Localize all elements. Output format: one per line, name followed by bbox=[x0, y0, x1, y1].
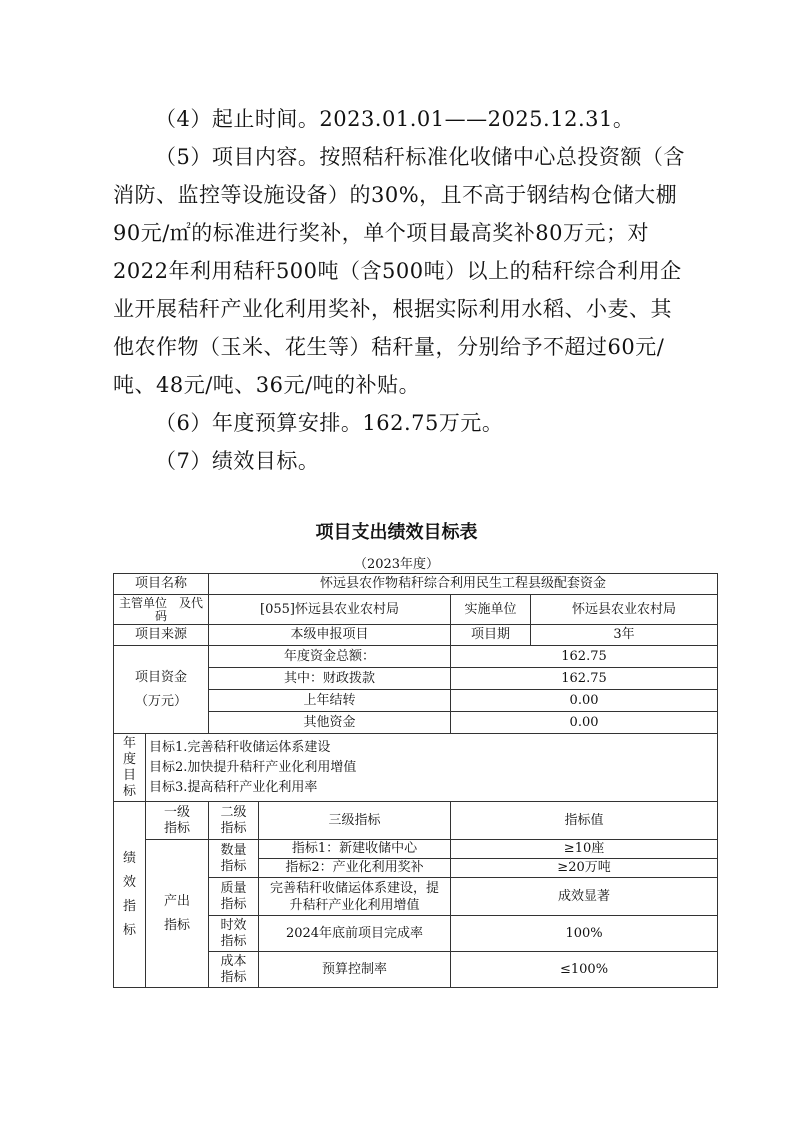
funds-label: 项目资金 bbox=[135, 669, 188, 685]
header-level3: 三级指标 bbox=[259, 802, 451, 840]
indicator-level3: 预算控制率 bbox=[259, 952, 451, 988]
table-year: （2023年度） bbox=[353, 557, 440, 572]
period-value: 3年 bbox=[531, 625, 718, 646]
indicator-level3: 指标2：产业化利用奖补 bbox=[259, 859, 451, 878]
funds-label-cell bbox=[114, 646, 209, 734]
funds-unit: （万元） bbox=[135, 693, 188, 709]
indicator-value: 100% bbox=[451, 916, 718, 952]
header-value: 指标值 bbox=[451, 802, 718, 840]
perf-indicator-label: 绩效指标 bbox=[114, 802, 146, 988]
annual-goal-label: 年度目标 bbox=[114, 734, 146, 802]
cost-indicator-label: 成本指标 bbox=[209, 952, 259, 988]
header-level1: 一级指标 bbox=[146, 802, 209, 840]
dept-value: [055]怀远县农业农村局 bbox=[209, 595, 451, 625]
indicator-value: ≥10座 bbox=[451, 840, 718, 859]
goal-item: 目标1.完善秸秆收储运体系建设 bbox=[149, 739, 331, 755]
output-indicator-label: 产出指标 bbox=[146, 840, 209, 988]
impl-label: 实施单位 bbox=[451, 595, 531, 625]
dept-label: 主管单位 及代码 bbox=[114, 595, 209, 625]
impl-value: 怀远县农业农村局 bbox=[531, 595, 718, 625]
source-value: 本级申报项目 bbox=[209, 625, 451, 646]
funds-other-value: 0.00 bbox=[451, 712, 718, 734]
quality-indicator-label: 质量指标 bbox=[209, 878, 259, 916]
quantity-indicator-label: 数量指标 bbox=[209, 840, 259, 878]
header-level2: 二级指标 bbox=[209, 802, 259, 840]
project-name-label: 项目名称 bbox=[114, 574, 209, 595]
paragraph-project-content: （5）项目内容。按照秸秆标准化收储中心总投资额（含消防、监控等设施设备）的30%，且不高于钢结构仓储大棚90元/㎡的标准进行奖补，单个项目最高奖补80万元；对2022年利用秸秆500吨（含500吨）以上的秸秆综合利用企业开展秸秆产业化利用奖补，根据实际利用水稻、小麦、其他农作物（玉米、花生等）秸秆量，分别给予不超过60元/吨、48元/吨、36元/吨的补贴。 bbox=[113, 145, 685, 397]
timeliness-indicator-label: 时效指标 bbox=[209, 916, 259, 952]
performance-target-table bbox=[113, 573, 718, 988]
paragraph-annual-budget: （6）年度预算安排。162.75万元。 bbox=[155, 411, 504, 435]
table-title: 项目支出绩效目标表 bbox=[315, 522, 478, 543]
body-text bbox=[113, 100, 693, 480]
funds-total-value: 162.75 bbox=[451, 646, 718, 668]
indicator-level3: 完善秸秆收储运体系建设，提升秸秆产业化利用增值 bbox=[259, 878, 451, 916]
goal-item: 目标3.提高秸秆产业化利用率 bbox=[149, 779, 318, 795]
paragraph-performance-goal: （7）绩效目标。 bbox=[155, 449, 320, 473]
indicator-level3: 指标1：新建收储中心 bbox=[259, 840, 451, 859]
indicator-value: ≤100% bbox=[451, 952, 718, 988]
funds-carryover-value: 0.00 bbox=[451, 690, 718, 712]
indicator-value: 成效显著 bbox=[451, 878, 718, 916]
indicator-value: ≥20万吨 bbox=[451, 859, 718, 878]
funds-total-label: 年度资金总额： bbox=[209, 646, 451, 668]
indicator-level3: 2024年底前项目完成率 bbox=[259, 916, 451, 952]
funds-carryover-label: 上年结转 bbox=[209, 690, 451, 712]
project-name-value: 怀远县农作物秸秆综合利用民生工程县级配套资金 bbox=[209, 574, 718, 595]
funds-other-label: 其他资金 bbox=[209, 712, 451, 734]
period-label: 项目期 bbox=[451, 625, 531, 646]
funds-fiscal-label: 其中：财政拨款 bbox=[209, 668, 451, 690]
funds-fiscal-value: 162.75 bbox=[451, 668, 718, 690]
source-label: 项目来源 bbox=[114, 625, 209, 646]
paragraph-start-end-time: （4）起止时间。2023.01.01——2025.12.31。 bbox=[155, 107, 635, 131]
annual-goals-cell bbox=[146, 734, 718, 802]
goal-item: 目标2.加快提升秸秆产业化利用增值 bbox=[149, 759, 357, 775]
